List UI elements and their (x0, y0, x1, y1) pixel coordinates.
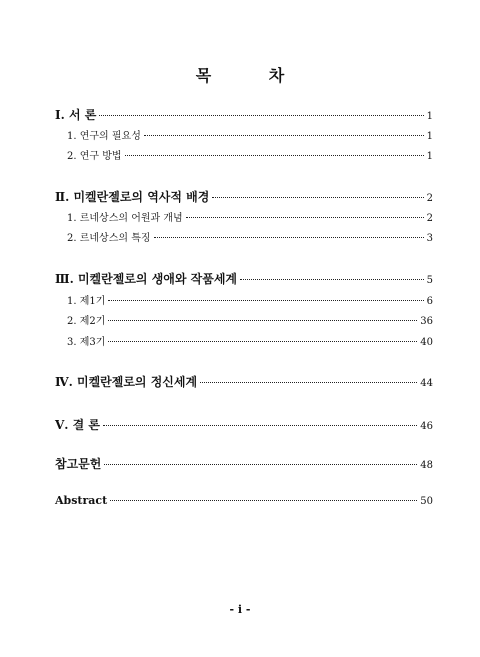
toc-entry-label: 1. 제1기 (67, 296, 106, 307)
toc-entry-label: Ⅴ. 결 론 (55, 418, 101, 432)
dot-leader (240, 279, 424, 280)
toc-entry (55, 130, 433, 144)
toc-entry (55, 315, 433, 329)
toc-entry-label: Ⅰ. 서 론 (55, 108, 97, 122)
dot-leader (110, 500, 417, 501)
toc-entry (55, 336, 433, 350)
toc-entry (55, 272, 433, 288)
toc-entry (55, 375, 433, 391)
dot-leader (99, 115, 423, 116)
toc-entry-label: 3. 제3기 (67, 337, 106, 348)
dot-leader (108, 300, 423, 301)
toc-entry-label: 1. 르네상스의 어원과 개념 (67, 213, 183, 224)
dot-leader (108, 341, 417, 342)
toc-entry-page: 40 (420, 337, 433, 348)
toc-entry-label: Ⅳ. 미켈란젤로의 정신세계 (55, 375, 198, 389)
dot-leader (108, 320, 417, 321)
toc-entry-page: 50 (420, 496, 433, 507)
toc-entry (55, 212, 433, 226)
toc-entry-page: 2 (426, 213, 433, 224)
toc-entry-label: 1. 연구의 필요성 (67, 131, 141, 142)
toc-entry (55, 108, 433, 124)
dot-leader (186, 217, 424, 218)
toc-entry-page: 1 (426, 111, 433, 122)
toc-entry-label: 2. 제2기 (67, 316, 106, 327)
toc-entry-page: 3 (426, 233, 433, 244)
toc-entry-label: Abstract (55, 494, 108, 507)
toc-entry-page: 48 (420, 460, 433, 471)
toc-entry (55, 232, 433, 246)
dot-leader (125, 155, 424, 156)
toc-entry (55, 494, 433, 509)
toc-entry-label: 2. 연구 방법 (67, 151, 122, 162)
toc-entry (55, 150, 433, 164)
dot-leader (154, 237, 424, 238)
toc-entry (55, 457, 433, 473)
toc-entry-label: Ⅲ. 미켈란젤로의 생애와 작품세계 (55, 272, 238, 286)
toc-entry-label: 참고문헌 (55, 457, 102, 471)
page-title: 목 차 (195, 66, 311, 85)
dot-leader (104, 464, 417, 465)
dot-leader (200, 382, 417, 383)
toc-entry-page: 44 (420, 378, 433, 389)
toc-entry-page: 2 (426, 193, 433, 204)
dot-leader (144, 135, 424, 136)
toc-entry-page: 1 (426, 151, 433, 162)
toc-entry-label: Ⅱ. 미켈란젤로의 역사적 배경 (55, 190, 210, 204)
toc-entry-label: 2. 르네상스의 특징 (67, 233, 151, 244)
toc-entry (55, 295, 433, 309)
dot-leader (103, 425, 417, 426)
toc-entry (55, 190, 433, 206)
dot-leader (212, 197, 423, 198)
page-number-footer: - i - (229, 603, 251, 616)
toc-entry-page: 6 (426, 296, 433, 307)
toc-entry-page: 36 (420, 316, 433, 327)
toc-entry-page: 1 (426, 131, 433, 142)
toc-entry-page: 46 (420, 421, 433, 432)
toc-entry (55, 418, 433, 434)
toc-entry-page: 5 (426, 275, 433, 286)
